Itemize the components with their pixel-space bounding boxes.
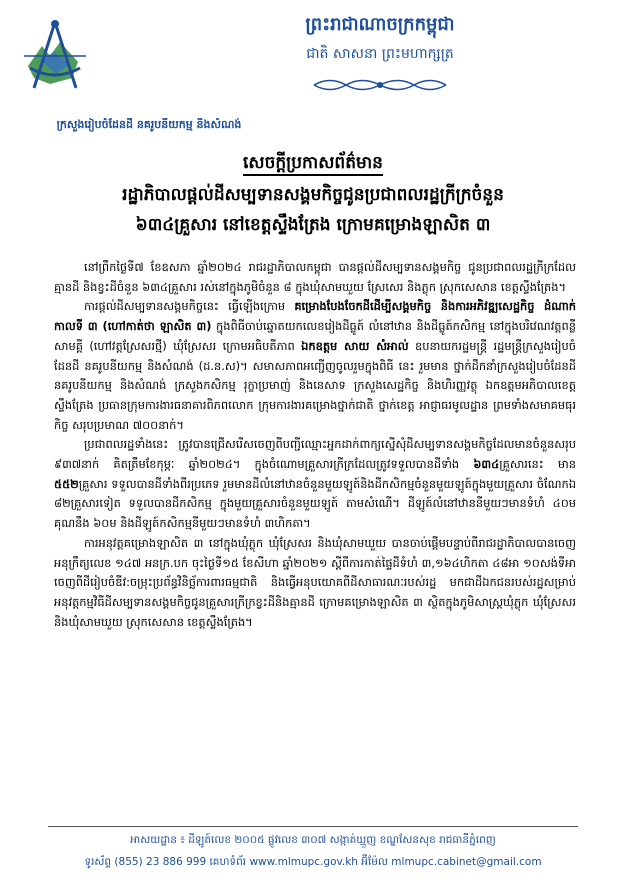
project-name: គម្រោងបែងចែកដីដើម្បីសង្គមកិច្ច និងការអភិវឌ្ឍសេដ្ឋកិច្ច ដំណាក់កាលទី ៣ (ហៅកាត់ថា ឡាសិត ៣) [54,299,576,334]
kingdom-title: ព្រះរាជាណាចក្រកម្ពុជា [305,14,455,35]
footer-divider [48,826,578,827]
paragraph-2: ការផ្តល់ដីសម្បទានសង្គមកិច្ចនេះ ធ្វើឡើងក្រោម គម្រោងបែងចែកដីដើម្បីសង្គមកិច្ច និងការអភិវឌ្ឍសេដ្ឋកិច្ច ដំណាក់កាលទី ៣ (ហៅកាត់ថា ឡាសិត ៣) ក្នុងពិធីចាប់ឆ្នោតយកលេខរៀងដីធ្លូត៍ លំនៅឋាន និងដីធ្លូត៍កសិកម្ម នៅក្នុងបរិវេណវត្តពន្លឺសាមគ្គី (ហៅវត្តស្រែសរថ្មី) ឃុំស្រែសរ ក្រោមអធិបតីភាព ឯកឧត្តម សាយ សំអាល់ ឧបនាយករដ្ឋមន្ត្រី រដ្ឋមន្ត្រីក្រសួងរៀបចំដែនដី នគរូបនីយកម្ម និងសំណង់ (ដ.ន.ស)។ សមាសភាពអញ្ជើញចូលរួមក្នុងពិធី នេះ រួមមាន ថ្នាក់ដឹកនាំក្រសួងរៀបចំដែនដី នគរូបនីយកម្ម និងសំណង់ ក្រសួងកសិកម្ម រុក្ខាប្រមាញ់ និងនេសាទ ក្រសួងសេដ្ឋកិច្ច និងហិរញ្ញវត្ថុ ឯកឧត្តមអភិបាលខេត្តស្ទឹងត្រែង ប្រធានក្រុមការងារធនាគារពិភពលោក ក្រុមការងារគម្រោងថ្នាក់ជាតិ ថ្នាក់ខេត្ត អាជ្ញាធរមូលដ្ឋាន ព្រមទាំងសមាគមធុរកិច្ច សរុបប្រមាណ ៧០០នាក់។ [54,299,576,432]
press-release-body [54,258,576,632]
national-motto: ជាតិ សាសនា ព្រះមហាក្សត្រ [306,46,454,62]
footer-contact: ទូរស័ព្ទ (855) 23 886 999 គេហទំព័រ www.mlmupc.gov.kh អ៊ីម៉ែល mlmupc.cabinet@gmail.com [84,856,542,868]
paragraph-3: ប្រជាពលរដ្ឋទាំងនេះ ត្រូវបានជ្រើសរើសចេញពីបញ្ជីឈ្មោះអ្នកដាក់ពាក្យស្នើសុំដីសម្បទានសង្គមកិច្ចដែលមានចំនួនសរុប ៩៣៧នាក់ គិតត្រឹមខែកុម្ភៈ ឆ្នាំ២០២៤។ ក្នុងចំណោមគ្រួសារក្រីក្រដែលត្រូវទទួលបានដីទាំង ៦៣៤គ្រួសារនេះ មាន ៥៥២គ្រួសារ ទទួលបានដីទាំងពីរប្រភេទ រួមមានដីលំនៅឋានចំនួនមួយឡូត៍និងដីកសិកម្មចំនួនមួយឡូត៍ក្នុងមួយគ្រួសារ ចំណែកឯ ៨២គ្រួសារទៀត ទទួលបានដីកសិកម្ម ក្នុងមួយគ្រួសារចំនួនមួយឡូត៍ តាមសំណើ។ ដីឡូត៍លំនៅឋាននីមួយៗមានទំហំ ៤០ម គុណនឹង ៦០ម និងដីឡូត៍កសិកម្មនីមួយៗមានទំហំ ៣ហិកតា។ [54,437,576,531]
presiding-official: ឯកឧត្តម សាយ សំអាល់ [301,338,409,353]
ministry-emblem-icon [20,16,90,96]
ornament-divider-icon [310,74,450,96]
letterhead [0,0,626,140]
ministry-name: ក្រសួងរៀបចំដែនដី នគរូបនីយកម្ម និងសំណង់ [56,118,242,131]
document-type-heading: សេចក្តីប្រកាសព័ត៌មាន [0,152,626,177]
headline-line-1: រដ្ឋាភិបាលផ្តល់ដីសម្បទានសង្គមកិច្ចជូនប្រជាពលរដ្ឋក្រីក្រចំនួន [122,185,504,205]
paragraph-1: នៅព្រឹកថ្ងៃទី៧ ខែឧសភា ឆ្នាំ២០២៤ រាជរដ្ឋាភិបាលកម្ពុជា បានផ្តល់ដីសម្បទានសង្គមកិច្ច ជូនប្រជាពលរដ្ឋក្រីក្រដែលគ្មានដី និងខ្វះដីចំនួន ៦៣៤គ្រួសារ រស់នៅក្នុងភូមិចំនួន ៨ ក្នុងឃុំសាមឃួយ ស្រែសេរ និងភ្លុក ស្រុកសេសាន ខេត្តស្ទឹងត្រែង។ [54,260,576,294]
footer-address: អាសយដ្ឋាន ៖ ដីឡូត៍លេខ ២០០៥ ផ្លូវលេខ ៣០៧ សង្កាត់ឃ្មួញ ខណ្ឌសែនសុខ រាជធានីភ្នំពេញ [130,834,496,846]
paragraph-4: ការអនុវត្តគម្រោងឡាសិត ៣ នៅក្នុងឃុំភ្លុក ឃុំស្រែសរ និងឃុំសាមឃួយ បានចាប់ផ្តើមបន្ទាប់ពីរាជរដ្ឋាភិបាលបានចេញអនុក្រឹត្យលេខ ១៤៧ អនក្រ.បក ចុះថ្ងៃទី១៥ ខែសីហា ឆ្នាំ២០២១ ស្តីពីការកាត់ផ្ទៃដីទំហំ ៣,១៦៤ហិកតា ៤៨អា ១០សង់ទីអា ចេញពីដីរៀបចំឌីវ:ចម្រុះប្រព័ន្ធវិនិច្ឆ័ការពារធម្មជាតិ និងធ្វើអនុបយោគពីដីសាធារណៈរបស់រដ្ឋ មកជាដីឯកជនរបស់រដ្ឋសម្រាប់អនុវត្តកម្មវិធីដីសម្បទានសង្គមកិច្ចជូនគ្រួសារក្រីក្រខ្វះដីនិងគ្មានដី ក្រោមគម្រោងឡាសិត ៣ ស្ថិតក្នុងភូមិសាស្ត្រឃុំភ្លុក ឃុំស្រែសរ និងឃុំសាមឃួយ ស្រុកសេសាន ខេត្តស្ទឹងត្រែង។ [54,535,576,629]
headline-line-2: ៦៣៤គ្រួសារ នៅខេត្តស្ទឹងត្រែង ក្រោមគម្រោងឡាសិត ៣ [135,215,491,235]
